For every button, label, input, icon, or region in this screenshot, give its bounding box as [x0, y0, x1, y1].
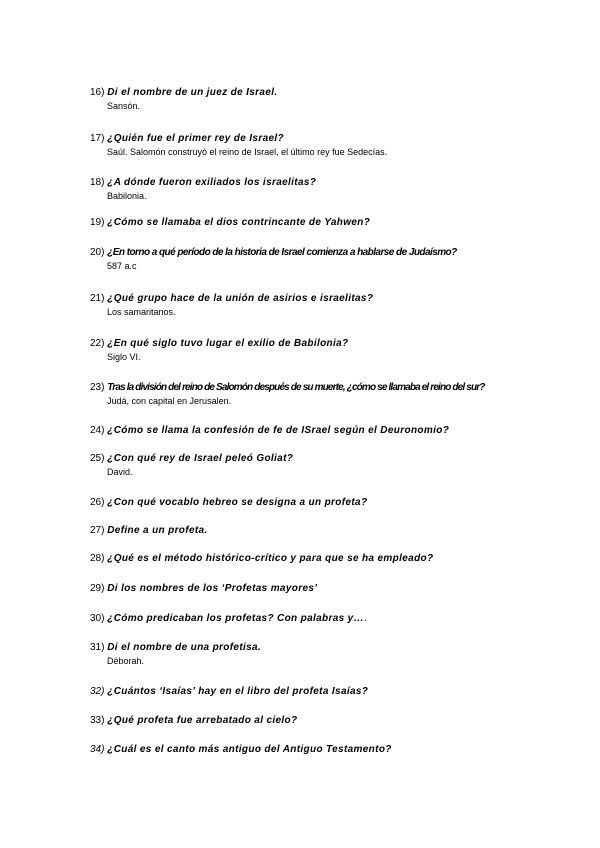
question-text: ¿Con qué rey de Israel peleó Goliat?: [107, 453, 294, 464]
question-line: [90, 641, 570, 655]
question-text: ¿Qué es el método histórico-crítico y para que se ha empleado?: [107, 553, 434, 564]
answer-text: 587 a.c: [107, 261, 137, 271]
question-line: [90, 246, 570, 260]
answer-text: Déborah.: [107, 656, 145, 666]
question-line: [90, 582, 570, 596]
question-text: ¿Cómo se llama la confesión de fe de ISrael según el Deuronomio?: [107, 425, 450, 436]
question-number: 33): [90, 715, 105, 726]
question-item: [90, 337, 570, 381]
question-item: [90, 246, 570, 292]
question-text: ¿Cuántos ‘Isaías’ hay en el libro del profeta Isaías?: [107, 686, 369, 697]
question-text: ¿En torno a qué período de la historia de Israel comienza a hablarse de Judaísmo?: [107, 247, 457, 258]
question-number: 34): [90, 744, 105, 755]
question-line: [90, 714, 570, 728]
question-text: ¿Cuál es el canto más antiguo del Antiguo Testamento?: [107, 744, 392, 755]
question-line: [90, 337, 570, 351]
trailing-period: .: [363, 613, 367, 624]
question-number: 20): [90, 247, 105, 258]
question-number: 22): [90, 338, 105, 349]
question-item: [90, 743, 570, 771]
answer-text: Sansón.: [107, 101, 141, 111]
answer-text: Judá, con capital en Jerusalen.: [107, 396, 232, 406]
question-item: [90, 452, 570, 496]
question-text: ¿Con qué vocablo hebreo se designa a un profeta?: [107, 497, 368, 508]
question-text: ¿Qué profeta fue arrebatado al cielo?: [107, 715, 298, 726]
question-item: [90, 86, 570, 132]
question-text: ¿Quién fue el primer rey de Israel?: [107, 133, 284, 144]
question-number: 16): [90, 87, 105, 98]
question-line: [90, 381, 570, 395]
answer-text: Saúl. Salomón construyó el reino de Israel, el último rey fue Sedecías.: [107, 147, 388, 157]
question-number: 17): [90, 133, 105, 144]
question-item: [90, 612, 570, 641]
question-item: [90, 424, 570, 452]
question-line: [90, 496, 570, 510]
question-line: [90, 552, 570, 566]
question-line: [90, 216, 570, 230]
question-line: [90, 452, 570, 466]
question-text: Di los nombres de los ‘Profetas mayores’: [107, 583, 318, 594]
question-text: ¿Cómo predicaban los profetas? Con palabras y…: [107, 613, 364, 624]
question-text: ¿En qué siglo tuvo lugar el exilio de Babilonia?: [107, 338, 349, 349]
question-item: [90, 176, 570, 216]
question-number: 27): [90, 525, 105, 536]
question-number: 32): [90, 686, 105, 697]
question-line: [90, 86, 570, 100]
question-item: [90, 292, 570, 337]
question-item: [90, 496, 570, 524]
question-item: [90, 381, 570, 424]
question-line: [90, 743, 570, 757]
question-item: [90, 641, 570, 685]
question-number: 29): [90, 583, 105, 594]
question-line: [90, 292, 570, 306]
question-number: 28): [90, 553, 105, 564]
answer-text: Babilonia.: [107, 191, 147, 201]
question-line: [90, 524, 570, 538]
question-number: 25): [90, 453, 105, 464]
answer-text: Los samaritanos.: [107, 307, 176, 317]
question-line: [90, 132, 570, 146]
question-number: 21): [90, 293, 105, 304]
question-item: [90, 685, 570, 714]
question-number: 31): [90, 642, 105, 653]
question-item: [90, 582, 570, 612]
question-item: [90, 216, 570, 246]
question-number: 19): [90, 217, 105, 228]
question-text: Tras la división del reino de Salomón después de su muerte, ¿cómo se llamaba el reino del sur?: [107, 382, 485, 393]
question-text: ¿Qué grupo hace de la unión de asirios e israelitas?: [107, 293, 374, 304]
question-line: [90, 612, 570, 626]
question-list: [90, 86, 570, 771]
question-text: ¿Cómo se llamaba el dios contrincante de Yahwen?: [107, 217, 371, 228]
answer-text: David.: [107, 467, 133, 477]
answer-text: Siglo VI.: [107, 352, 141, 362]
question-item: [90, 552, 570, 582]
question-text: Di el nombre de una profetisa.: [107, 642, 262, 653]
question-number: 23): [90, 382, 105, 393]
question-item: [90, 132, 570, 176]
question-line: [90, 176, 570, 190]
question-line: [90, 685, 570, 699]
question-text: Di el nombre de un juez de Israel.: [107, 87, 278, 98]
question-line: [90, 424, 570, 438]
question-text: ¿A dónde fueron exiliados los israelitas?: [107, 177, 317, 188]
question-number: 24): [90, 425, 105, 436]
question-number: 26): [90, 497, 105, 508]
question-number: 18): [90, 177, 105, 188]
question-number: 30): [90, 613, 105, 624]
question-item: [90, 524, 570, 552]
question-text: Define a un profeta.: [107, 525, 208, 536]
question-item: [90, 714, 570, 743]
